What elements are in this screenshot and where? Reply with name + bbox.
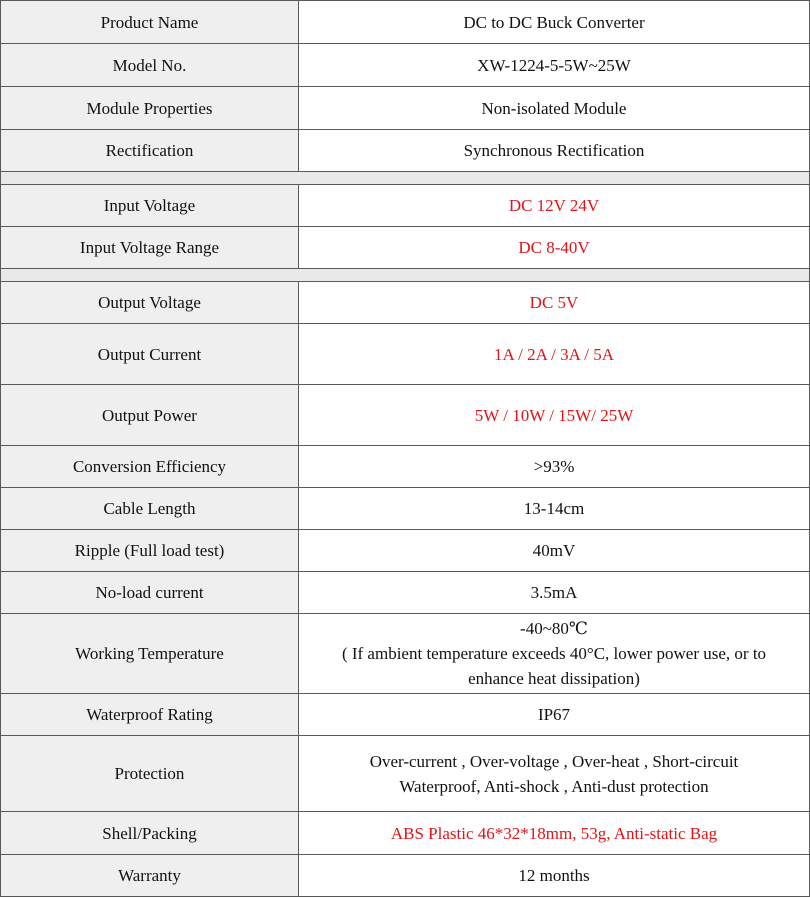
table-row [1, 736, 810, 812]
table-row [1, 1, 810, 44]
table-row [1, 530, 810, 572]
row-value [299, 736, 810, 812]
row-value: 40mV [299, 530, 810, 572]
table-row [1, 130, 810, 172]
row-value: ABS Plastic 46*32*18mm, 53g, Anti-static Bag [299, 812, 810, 855]
table-row [1, 572, 810, 614]
row-value: 1A / 2A / 3A / 5A [299, 324, 810, 385]
row-value: 12 months [299, 855, 810, 897]
row-label: Working Temperature [1, 614, 299, 694]
table-row [1, 855, 810, 897]
row-label: Waterproof Rating [1, 694, 299, 736]
row-label: Module Properties [1, 87, 299, 130]
row-label: Input Voltage Range [1, 227, 299, 269]
row-value: >93% [299, 446, 810, 488]
row-value: XW-1224-5-5W~25W [299, 44, 810, 87]
value-line: -40~80℃ [520, 619, 588, 638]
row-label: Cable Length [1, 488, 299, 530]
table-row [1, 185, 810, 227]
row-label: Rectification [1, 130, 299, 172]
row-label: Model No. [1, 44, 299, 87]
row-label: Protection [1, 736, 299, 812]
value-line: ( If ambient temperature exceeds 40°C, lower power use, or to [341, 644, 767, 663]
row-value: IP67 [299, 694, 810, 736]
section-divider [1, 269, 810, 282]
row-label: Conversion Efficiency [1, 446, 299, 488]
row-label: Output Current [1, 324, 299, 385]
row-label: Input Voltage [1, 185, 299, 227]
row-label: No-load current [1, 572, 299, 614]
row-label: Product Name [1, 1, 299, 44]
table-row [1, 694, 810, 736]
table-row [1, 446, 810, 488]
table-row [1, 385, 810, 446]
row-value [299, 614, 810, 694]
row-value: 5W / 10W / 15W/ 25W [299, 385, 810, 446]
row-value: DC 12V 24V [299, 185, 810, 227]
table-row [1, 44, 810, 87]
table-row [1, 324, 810, 385]
row-value: DC 5V [299, 282, 810, 324]
row-value: DC 8-40V [299, 227, 810, 269]
row-label: Output Voltage [1, 282, 299, 324]
value-line: enhance heat dissipation) [468, 669, 640, 688]
row-value: 13-14cm [299, 488, 810, 530]
table-row [1, 87, 810, 130]
row-value: Synchronous Rectification [299, 130, 810, 172]
row-value: 3.5mA [299, 572, 810, 614]
row-label: Ripple (Full load test) [1, 530, 299, 572]
row-value: Non-isolated Module [299, 87, 810, 130]
table-row [1, 282, 810, 324]
row-label: Warranty [1, 855, 299, 897]
table-row [1, 812, 810, 855]
table-row [1, 488, 810, 530]
row-label: Shell/Packing [1, 812, 299, 855]
value-line: Waterproof, Anti-shock , Anti-dust protection [399, 776, 709, 796]
section-divider [1, 172, 810, 185]
row-value: DC to DC Buck Converter [299, 1, 810, 44]
row-label: Output Power [1, 385, 299, 446]
table-row [1, 614, 810, 694]
table-row [1, 227, 810, 269]
value-line: Over-current , Over-voltage , Over-heat , Short-circuit [369, 751, 739, 771]
